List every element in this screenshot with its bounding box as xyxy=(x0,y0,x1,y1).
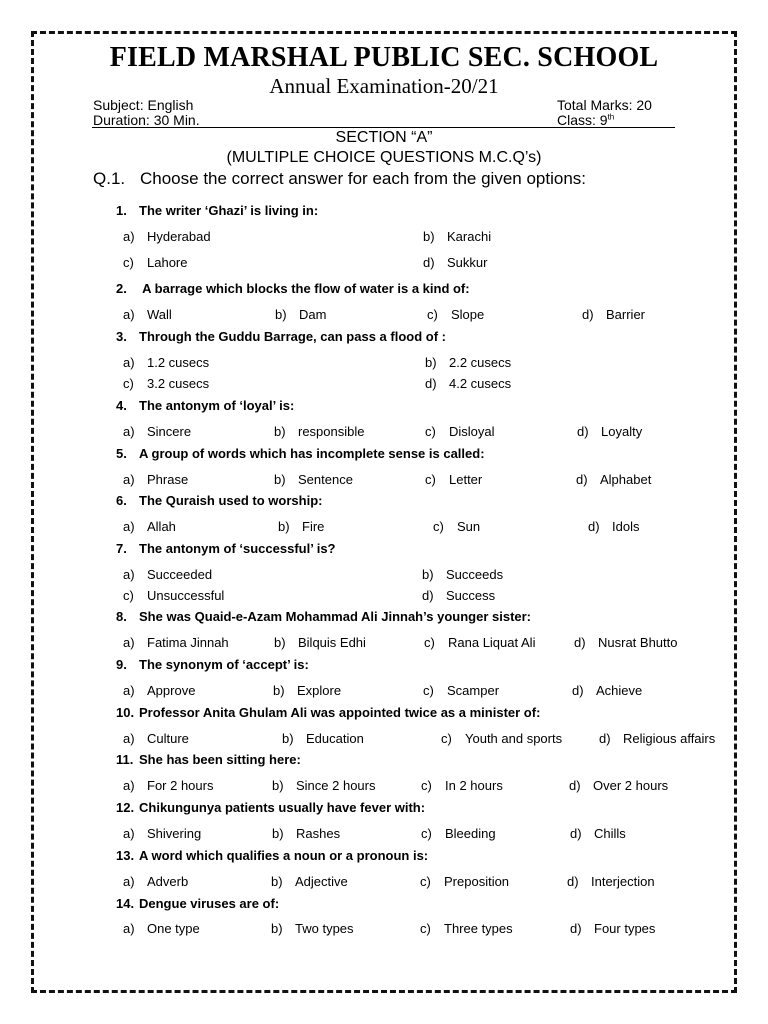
option-5-d xyxy=(576,472,651,487)
question-1 xyxy=(116,203,318,218)
question-text: The antonym of ‘loyal’ is: xyxy=(139,398,295,413)
option-5-b xyxy=(274,472,353,487)
option-text: Youth and sports xyxy=(465,731,563,746)
option-text: 3.2 cusecs xyxy=(147,376,210,391)
option-1-b xyxy=(423,229,491,244)
option-letter: c) xyxy=(421,826,432,841)
option-text: Fatima Jinnah xyxy=(147,635,229,650)
option-letter: c) xyxy=(123,255,134,270)
option-letter: a) xyxy=(123,229,135,244)
option-1-a xyxy=(123,229,211,244)
option-letter: c) xyxy=(123,588,134,603)
question-text: She was Quaid-e-Azam Mohammad Ali Jinnah’s younger sister: xyxy=(139,609,532,624)
option-text: Education xyxy=(306,731,364,746)
option-letter: a) xyxy=(123,635,135,650)
option-text: Unsuccessful xyxy=(147,588,225,603)
option-text: Approve xyxy=(147,683,196,698)
option-2-c xyxy=(427,307,484,322)
option-letter: a) xyxy=(123,921,135,936)
question-4 xyxy=(116,398,294,413)
option-text: Nusrat Bhutto xyxy=(598,635,678,650)
question-text: A group of words which has incomplete sense is called: xyxy=(139,446,485,461)
option-text: Sentence xyxy=(298,472,353,487)
option-letter: c) xyxy=(420,921,431,936)
question-text: The Quraish used to worship: xyxy=(139,493,323,508)
question-text: The antonym of ‘successful’ is? xyxy=(139,541,336,556)
q1-number: Q.1. xyxy=(93,169,126,188)
option-9-d xyxy=(572,683,642,698)
option-letter: b) xyxy=(274,424,286,439)
option-1-c xyxy=(123,255,187,270)
option-letter: d) xyxy=(582,307,594,322)
option-text: Since 2 hours xyxy=(296,778,376,793)
option-2-a xyxy=(123,307,172,322)
section-title: SECTION “A” xyxy=(335,129,433,146)
question-number: 1. xyxy=(116,203,127,218)
question-10 xyxy=(116,705,540,720)
option-letter: a) xyxy=(123,567,135,582)
option-14-d xyxy=(570,921,655,936)
option-13-a xyxy=(123,874,188,889)
question-13 xyxy=(116,848,428,863)
question-number: 8. xyxy=(116,609,127,624)
option-text: Barrier xyxy=(606,307,646,322)
option-text: Four types xyxy=(594,921,656,936)
question-14 xyxy=(116,896,279,911)
question-number: 14. xyxy=(116,896,135,911)
option-letter: a) xyxy=(123,683,135,698)
option-text: Sun xyxy=(457,519,481,534)
question-6 xyxy=(116,493,322,508)
option-text: Alphabet xyxy=(600,472,652,487)
option-text: 4.2 cusecs xyxy=(449,376,512,391)
q1-text: Choose the correct answer for each from the given options: xyxy=(140,169,587,188)
option-text: Rashes xyxy=(296,826,341,841)
option-7-d xyxy=(422,588,495,603)
option-8-c xyxy=(424,635,535,650)
option-text: Phrase xyxy=(147,472,189,487)
question-number: 10. xyxy=(116,705,135,720)
option-text: Succeeds xyxy=(446,567,504,582)
option-letter: d) xyxy=(425,376,437,391)
question-number: 12. xyxy=(116,800,135,815)
subject: Subject: English xyxy=(93,97,194,113)
option-letter: d) xyxy=(422,588,434,603)
option-11-d xyxy=(569,778,668,793)
option-13-c xyxy=(420,874,509,889)
option-text: Two types xyxy=(295,921,354,936)
option-9-c xyxy=(423,683,499,698)
option-13-d xyxy=(567,874,655,889)
option-text: Hyderabad xyxy=(147,229,211,244)
option-letter: d) xyxy=(423,255,435,270)
question-11 xyxy=(116,752,301,767)
option-5-c xyxy=(425,472,482,487)
question-text: Chikungunya patients usually have fever with: xyxy=(139,800,426,815)
option-11-a xyxy=(123,778,213,793)
header-divider xyxy=(92,127,675,128)
option-text: Idols xyxy=(612,519,640,534)
question-number: 9. xyxy=(116,657,127,672)
option-13-b xyxy=(271,874,348,889)
option-letter: c) xyxy=(425,424,436,439)
option-4-c xyxy=(425,424,495,439)
option-letter: b) xyxy=(272,826,284,841)
option-8-d xyxy=(574,635,678,650)
option-1-d xyxy=(423,255,487,270)
option-letter: a) xyxy=(123,355,135,370)
option-letter: a) xyxy=(123,519,135,534)
section-subtitle: (MULTIPLE CHOICE QUESTIONS M.C.Q’s) xyxy=(226,149,542,166)
option-3-d xyxy=(425,376,511,391)
option-text: Interjection xyxy=(591,874,655,889)
question-number: 11. xyxy=(116,752,134,767)
option-6-d xyxy=(588,519,639,534)
option-text: Fire xyxy=(302,519,325,534)
option-14-b xyxy=(271,921,354,936)
option-text: Success xyxy=(446,588,496,603)
option-letter: b) xyxy=(422,567,434,582)
option-text: Wall xyxy=(147,307,172,322)
option-text: Rana Liquat Ali xyxy=(448,635,536,650)
question-text: Dengue viruses are of: xyxy=(139,896,280,911)
option-text: Loyalty xyxy=(601,424,643,439)
option-text: Adverb xyxy=(147,874,189,889)
option-text: Dam xyxy=(299,307,327,322)
option-letter: d) xyxy=(570,826,582,841)
option-text: In 2 hours xyxy=(445,778,503,793)
option-12-a xyxy=(123,826,201,841)
option-14-c xyxy=(420,921,513,936)
option-12-c xyxy=(421,826,496,841)
option-5-a xyxy=(123,472,188,487)
question-number: 6. xyxy=(116,493,127,508)
option-letter: c) xyxy=(420,874,431,889)
option-text: Sincere xyxy=(147,424,192,439)
option-letter: b) xyxy=(278,519,290,534)
option-text: Allah xyxy=(147,519,176,534)
option-letter: c) xyxy=(424,635,435,650)
option-text: One type xyxy=(147,921,200,936)
option-text: Slope xyxy=(451,307,485,322)
option-letter: d) xyxy=(588,519,600,534)
option-letter: b) xyxy=(272,778,284,793)
option-letter: d) xyxy=(570,921,582,936)
question-number: 3. xyxy=(116,329,127,344)
option-letter: b) xyxy=(271,921,283,936)
option-letter: c) xyxy=(441,731,452,746)
option-3-b xyxy=(425,355,511,370)
option-text: Religious affairs xyxy=(623,731,716,746)
option-letter: b) xyxy=(274,472,286,487)
option-9-a xyxy=(123,683,195,698)
option-8-b xyxy=(274,635,366,650)
option-letter: d) xyxy=(569,778,581,793)
option-text: Achieve xyxy=(596,683,643,698)
option-letter: c) xyxy=(427,307,438,322)
question-7 xyxy=(116,541,336,556)
option-letter: b) xyxy=(425,355,437,370)
option-text: Letter xyxy=(449,472,483,487)
option-4-d xyxy=(577,424,642,439)
option-text: Succeeded xyxy=(147,567,213,582)
option-10-b xyxy=(282,731,364,746)
question-5 xyxy=(116,446,485,461)
question-text: The writer ‘Ghazi’ is living in: xyxy=(139,203,319,218)
option-3-a xyxy=(123,355,209,370)
q1-instruction xyxy=(93,169,586,189)
option-14-a xyxy=(123,921,200,936)
option-6-b xyxy=(278,519,324,534)
question-12 xyxy=(116,800,425,815)
total-marks: Total Marks: 20 xyxy=(557,97,652,113)
option-7-c xyxy=(123,588,224,603)
question-number: 5. xyxy=(116,446,127,461)
option-9-b xyxy=(273,683,341,698)
option-letter: c) xyxy=(433,519,444,534)
option-text: Explore xyxy=(297,683,342,698)
option-text: Karachi xyxy=(447,229,492,244)
option-letter: a) xyxy=(123,424,135,439)
option-11-b xyxy=(272,778,376,793)
option-3-c xyxy=(123,376,209,391)
option-text: For 2 hours xyxy=(147,778,214,793)
option-text: Disloyal xyxy=(449,424,495,439)
option-letter: a) xyxy=(123,826,135,841)
class-sup: th xyxy=(607,112,615,122)
exam-title: Annual Examination-20/21 xyxy=(269,74,499,98)
option-text: Scamper xyxy=(447,683,500,698)
option-text: Preposition xyxy=(444,874,510,889)
duration: Duration: 30 Min. xyxy=(93,112,200,128)
option-text: Over 2 hours xyxy=(593,778,669,793)
option-letter: b) xyxy=(275,307,287,322)
option-8-a xyxy=(123,635,229,650)
option-letter: b) xyxy=(271,874,283,889)
question-8 xyxy=(116,609,531,624)
option-letter: d) xyxy=(599,731,611,746)
option-letter: a) xyxy=(123,778,135,793)
question-text: Through the Guddu Barrage, can pass a flood of : xyxy=(139,329,446,344)
question-3 xyxy=(116,329,446,344)
option-letter: c) xyxy=(421,778,432,793)
question-number: 4. xyxy=(116,398,127,413)
option-letter: c) xyxy=(123,376,134,391)
question-text: The synonym of ‘accept’ is: xyxy=(139,657,309,672)
option-text: 2.2 cusecs xyxy=(449,355,512,370)
option-letter: a) xyxy=(123,472,135,487)
option-text: responsible xyxy=(298,424,365,439)
option-12-b xyxy=(272,826,340,841)
option-4-a xyxy=(123,424,191,439)
option-text: Chills xyxy=(594,826,626,841)
option-2-d xyxy=(582,307,645,322)
question-text: She has been sitting here: xyxy=(139,752,301,767)
option-letter: a) xyxy=(123,307,135,322)
option-text: Shivering xyxy=(147,826,202,841)
question-number: 7. xyxy=(116,541,127,556)
option-letter: d) xyxy=(572,683,584,698)
option-letter: d) xyxy=(567,874,579,889)
class-label: Class: 9 xyxy=(557,112,608,128)
option-10-c xyxy=(441,731,562,746)
question-text: A word which qualifies a noun or a pronoun is: xyxy=(139,848,429,863)
class xyxy=(557,112,614,128)
option-text: Bilquis Edhi xyxy=(298,635,366,650)
option-letter: b) xyxy=(273,683,285,698)
question-number: 13. xyxy=(116,848,135,863)
question-text: Professor Anita Ghulam Ali was appointed twice as a minister of: xyxy=(139,705,541,720)
option-10-d xyxy=(599,731,715,746)
option-text: Lahore xyxy=(147,255,188,270)
option-letter: b) xyxy=(282,731,294,746)
option-letter: b) xyxy=(274,635,286,650)
option-7-b xyxy=(422,567,503,582)
option-text: Bleeding xyxy=(445,826,496,841)
option-6-c xyxy=(433,519,480,534)
question-2 xyxy=(116,281,470,296)
question-text: A barrage which blocks the flow of water is a kind of: xyxy=(139,281,470,296)
option-letter: d) xyxy=(574,635,586,650)
option-text: Culture xyxy=(147,731,189,746)
option-text: 1.2 cusecs xyxy=(147,355,210,370)
option-text: Adjective xyxy=(295,874,348,889)
option-6-a xyxy=(123,519,176,534)
option-text: Three types xyxy=(444,921,513,936)
option-letter: c) xyxy=(423,683,434,698)
question-number: 2. xyxy=(116,281,127,296)
option-12-d xyxy=(570,826,626,841)
question-9 xyxy=(116,657,309,672)
option-letter: d) xyxy=(576,472,588,487)
school-name: FIELD MARSHAL PUBLIC SEC. SCHOOL xyxy=(109,42,659,73)
option-7-a xyxy=(123,567,212,582)
option-11-c xyxy=(421,778,503,793)
option-2-b xyxy=(275,307,326,322)
option-text: Sukkur xyxy=(447,255,488,270)
option-letter: c) xyxy=(425,472,436,487)
option-10-a xyxy=(123,731,189,746)
option-letter: d) xyxy=(577,424,589,439)
option-letter: a) xyxy=(123,874,135,889)
option-letter: a) xyxy=(123,731,135,746)
option-4-b xyxy=(274,424,365,439)
option-letter: b) xyxy=(423,229,435,244)
